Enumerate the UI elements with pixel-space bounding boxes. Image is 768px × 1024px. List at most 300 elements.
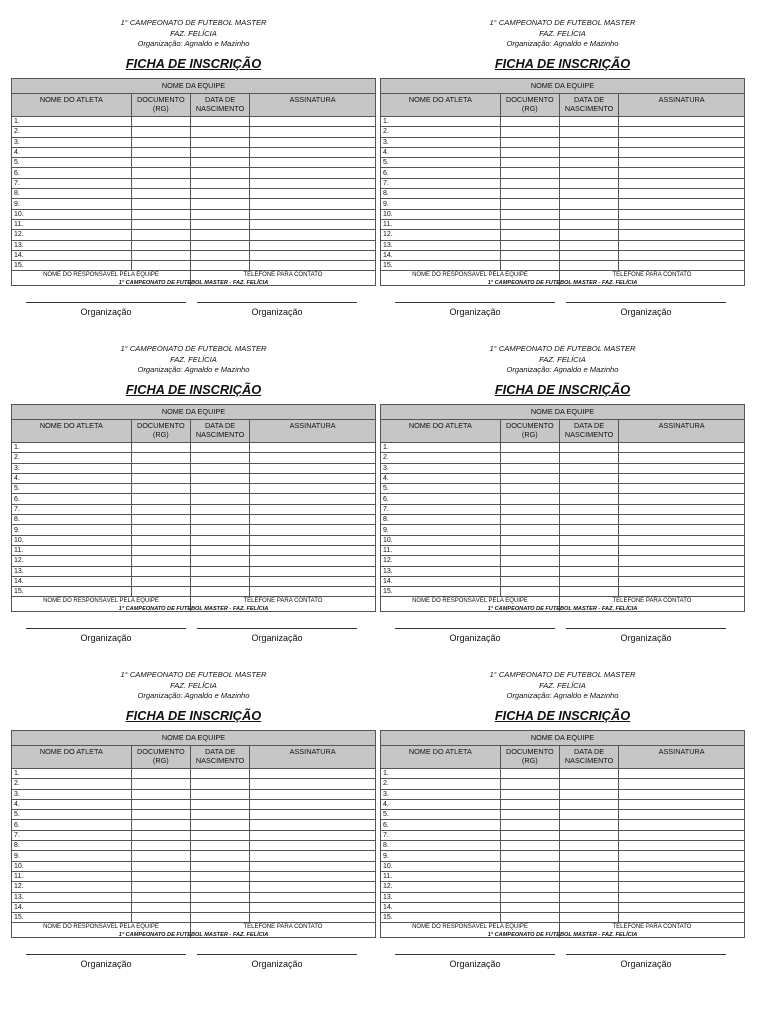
- document-cell[interactable]: [500, 841, 559, 851]
- signature-cell[interactable]: [250, 882, 376, 892]
- document-cell[interactable]: [500, 453, 559, 463]
- signature-cell[interactable]: [619, 494, 745, 504]
- athlete-name-cell[interactable]: 6.: [12, 168, 132, 178]
- birth-date-cell[interactable]: [559, 230, 618, 240]
- responsible-name-field[interactable]: NOME DO RESPONSÁVEL PELA EQUIPE: [12, 923, 191, 938]
- signature-cell[interactable]: [250, 117, 376, 127]
- signature-cell[interactable]: [619, 576, 745, 586]
- team-name-field[interactable]: NOME DA EQUIPE: [12, 405, 376, 420]
- document-cell[interactable]: [500, 199, 559, 209]
- athlete-name-cell[interactable]: 10.: [12, 209, 132, 219]
- athlete-name-cell[interactable]: 12.: [12, 230, 132, 240]
- organization-signature-line[interactable]: [566, 628, 726, 629]
- signature-cell[interactable]: [619, 892, 745, 902]
- birth-date-cell[interactable]: [190, 779, 249, 789]
- birth-date-cell[interactable]: [190, 117, 249, 127]
- birth-date-cell[interactable]: [559, 117, 618, 127]
- organization-signature-line[interactable]: [26, 628, 186, 629]
- birth-date-cell[interactable]: [190, 261, 249, 271]
- birth-date-cell[interactable]: [190, 545, 249, 555]
- document-cell[interactable]: [500, 566, 559, 576]
- signature-cell[interactable]: [250, 810, 376, 820]
- signature-cell[interactable]: [250, 504, 376, 514]
- signature-cell[interactable]: [619, 779, 745, 789]
- document-cell[interactable]: [131, 861, 190, 871]
- signature-cell[interactable]: [619, 158, 745, 168]
- organization-signature-line[interactable]: [566, 954, 726, 955]
- athlete-name-cell[interactable]: 9.: [381, 525, 501, 535]
- organization-signature-line[interactable]: [26, 302, 186, 303]
- document-cell[interactable]: [131, 178, 190, 188]
- signature-cell[interactable]: [250, 443, 376, 453]
- birth-date-cell[interactable]: [559, 443, 618, 453]
- athlete-name-cell[interactable]: 5.: [12, 484, 132, 494]
- document-cell[interactable]: [500, 127, 559, 137]
- signature-cell[interactable]: [619, 789, 745, 799]
- document-cell[interactable]: [500, 494, 559, 504]
- signature-cell[interactable]: [619, 769, 745, 779]
- document-cell[interactable]: [131, 463, 190, 473]
- athlete-name-cell[interactable]: 9.: [381, 851, 501, 861]
- athlete-name-cell[interactable]: 6.: [12, 820, 132, 830]
- birth-date-cell[interactable]: [190, 515, 249, 525]
- birth-date-cell[interactable]: [559, 882, 618, 892]
- document-cell[interactable]: [131, 535, 190, 545]
- birth-date-cell[interactable]: [190, 820, 249, 830]
- team-name-field[interactable]: NOME DA EQUIPE: [381, 405, 745, 420]
- athlete-name-cell[interactable]: 8.: [12, 841, 132, 851]
- document-cell[interactable]: [131, 443, 190, 453]
- document-cell[interactable]: [131, 556, 190, 566]
- athlete-name-cell[interactable]: 14.: [381, 250, 501, 260]
- document-cell[interactable]: [500, 587, 559, 597]
- signature-cell[interactable]: [619, 178, 745, 188]
- birth-date-cell[interactable]: [190, 902, 249, 912]
- document-cell[interactable]: [131, 158, 190, 168]
- document-cell[interactable]: [131, 453, 190, 463]
- birth-date-cell[interactable]: [190, 168, 249, 178]
- document-cell[interactable]: [131, 209, 190, 219]
- document-cell[interactable]: [500, 158, 559, 168]
- document-cell[interactable]: [500, 576, 559, 586]
- birth-date-cell[interactable]: [559, 158, 618, 168]
- document-cell[interactable]: [500, 250, 559, 260]
- athlete-name-cell[interactable]: 11.: [12, 871, 132, 881]
- signature-cell[interactable]: [250, 779, 376, 789]
- birth-date-cell[interactable]: [190, 799, 249, 809]
- signature-cell[interactable]: [619, 902, 745, 912]
- team-name-field[interactable]: NOME DA EQUIPE: [12, 731, 376, 746]
- organization-signature-line[interactable]: [197, 954, 357, 955]
- athlete-name-cell[interactable]: 13.: [12, 240, 132, 250]
- birth-date-cell[interactable]: [559, 820, 618, 830]
- birth-date-cell[interactable]: [559, 587, 618, 597]
- signature-cell[interactable]: [619, 230, 745, 240]
- birth-date-cell[interactable]: [190, 158, 249, 168]
- document-cell[interactable]: [500, 178, 559, 188]
- athlete-name-cell[interactable]: 12.: [381, 556, 501, 566]
- document-cell[interactable]: [131, 587, 190, 597]
- athlete-name-cell[interactable]: 11.: [12, 545, 132, 555]
- birth-date-cell[interactable]: [190, 892, 249, 902]
- signature-cell[interactable]: [250, 453, 376, 463]
- signature-cell[interactable]: [250, 158, 376, 168]
- signature-cell[interactable]: [619, 525, 745, 535]
- document-cell[interactable]: [500, 861, 559, 871]
- organization-signature-line[interactable]: [395, 954, 555, 955]
- signature-cell[interactable]: [619, 127, 745, 137]
- athlete-name-cell[interactable]: 14.: [12, 902, 132, 912]
- signature-cell[interactable]: [250, 830, 376, 840]
- signature-cell[interactable]: [250, 545, 376, 555]
- athlete-name-cell[interactable]: 8.: [12, 515, 132, 525]
- birth-date-cell[interactable]: [559, 861, 618, 871]
- signature-cell[interactable]: [619, 504, 745, 514]
- birth-date-cell[interactable]: [190, 189, 249, 199]
- signature-cell[interactable]: [250, 851, 376, 861]
- birth-date-cell[interactable]: [190, 484, 249, 494]
- document-cell[interactable]: [500, 913, 559, 923]
- document-cell[interactable]: [500, 769, 559, 779]
- document-cell[interactable]: [131, 240, 190, 250]
- athlete-name-cell[interactable]: 15.: [12, 261, 132, 271]
- athlete-name-cell[interactable]: 13.: [381, 566, 501, 576]
- birth-date-cell[interactable]: [190, 219, 249, 229]
- signature-cell[interactable]: [619, 556, 745, 566]
- birth-date-cell[interactable]: [190, 473, 249, 483]
- document-cell[interactable]: [500, 902, 559, 912]
- document-cell[interactable]: [500, 261, 559, 271]
- athlete-name-cell[interactable]: 13.: [381, 892, 501, 902]
- athlete-name-cell[interactable]: 3.: [381, 137, 501, 147]
- birth-date-cell[interactable]: [559, 168, 618, 178]
- birth-date-cell[interactable]: [190, 576, 249, 586]
- birth-date-cell[interactable]: [190, 250, 249, 260]
- responsible-name-field[interactable]: NOME DO RESPONSÁVEL PELA EQUIPE: [381, 597, 560, 612]
- signature-cell[interactable]: [250, 841, 376, 851]
- organization-signature-line[interactable]: [197, 302, 357, 303]
- document-cell[interactable]: [500, 240, 559, 250]
- athlete-name-cell[interactable]: 11.: [381, 871, 501, 881]
- document-cell[interactable]: [131, 789, 190, 799]
- athlete-name-cell[interactable]: 1.: [12, 117, 132, 127]
- document-cell[interactable]: [131, 525, 190, 535]
- document-cell[interactable]: [131, 230, 190, 240]
- signature-cell[interactable]: [619, 566, 745, 576]
- signature-cell[interactable]: [619, 545, 745, 555]
- document-cell[interactable]: [500, 820, 559, 830]
- signature-cell[interactable]: [250, 587, 376, 597]
- document-cell[interactable]: [131, 851, 190, 861]
- birth-date-cell[interactable]: [190, 137, 249, 147]
- document-cell[interactable]: [500, 556, 559, 566]
- athlete-name-cell[interactable]: 10.: [12, 535, 132, 545]
- signature-cell[interactable]: [250, 789, 376, 799]
- athlete-name-cell[interactable]: 10.: [381, 209, 501, 219]
- signature-cell[interactable]: [619, 443, 745, 453]
- responsible-name-field[interactable]: NOME DO RESPONSÁVEL PELA EQUIPE: [381, 271, 560, 286]
- signature-cell[interactable]: [619, 535, 745, 545]
- athlete-name-cell[interactable]: 7.: [381, 830, 501, 840]
- signature-cell[interactable]: [250, 913, 376, 923]
- signature-cell[interactable]: [619, 463, 745, 473]
- document-cell[interactable]: [131, 515, 190, 525]
- birth-date-cell[interactable]: [559, 261, 618, 271]
- birth-date-cell[interactable]: [559, 799, 618, 809]
- signature-cell[interactable]: [619, 587, 745, 597]
- document-cell[interactable]: [500, 463, 559, 473]
- athlete-name-cell[interactable]: 2.: [12, 779, 132, 789]
- signature-cell[interactable]: [619, 473, 745, 483]
- birth-date-cell[interactable]: [559, 494, 618, 504]
- document-cell[interactable]: [131, 902, 190, 912]
- birth-date-cell[interactable]: [559, 841, 618, 851]
- birth-date-cell[interactable]: [190, 789, 249, 799]
- athlete-name-cell[interactable]: 9.: [12, 525, 132, 535]
- birth-date-cell[interactable]: [190, 913, 249, 923]
- athlete-name-cell[interactable]: 10.: [381, 535, 501, 545]
- contact-phone-field[interactable]: TELEFONE PARA CONTATO: [190, 923, 375, 938]
- signature-cell[interactable]: [250, 515, 376, 525]
- document-cell[interactable]: [131, 769, 190, 779]
- birth-date-cell[interactable]: [559, 851, 618, 861]
- signature-cell[interactable]: [250, 871, 376, 881]
- birth-date-cell[interactable]: [190, 240, 249, 250]
- document-cell[interactable]: [500, 545, 559, 555]
- athlete-name-cell[interactable]: 3.: [381, 789, 501, 799]
- signature-cell[interactable]: [619, 913, 745, 923]
- birth-date-cell[interactable]: [559, 463, 618, 473]
- organization-signature-line[interactable]: [395, 302, 555, 303]
- document-cell[interactable]: [500, 504, 559, 514]
- responsible-name-field[interactable]: NOME DO RESPONSÁVEL PELA EQUIPE: [12, 271, 191, 286]
- signature-cell[interactable]: [250, 769, 376, 779]
- athlete-name-cell[interactable]: 1.: [381, 443, 501, 453]
- document-cell[interactable]: [500, 137, 559, 147]
- athlete-name-cell[interactable]: 6.: [381, 168, 501, 178]
- document-cell[interactable]: [500, 779, 559, 789]
- signature-cell[interactable]: [619, 168, 745, 178]
- document-cell[interactable]: [500, 230, 559, 240]
- signature-cell[interactable]: [619, 484, 745, 494]
- signature-cell[interactable]: [250, 189, 376, 199]
- document-cell[interactable]: [500, 830, 559, 840]
- signature-cell[interactable]: [250, 199, 376, 209]
- responsible-name-field[interactable]: NOME DO RESPONSÁVEL PELA EQUIPE: [381, 923, 560, 938]
- team-name-field[interactable]: NOME DA EQUIPE: [381, 731, 745, 746]
- birth-date-cell[interactable]: [559, 545, 618, 555]
- contact-phone-field[interactable]: TELEFONE PARA CONTATO: [190, 597, 375, 612]
- birth-date-cell[interactable]: [190, 494, 249, 504]
- birth-date-cell[interactable]: [190, 230, 249, 240]
- athlete-name-cell[interactable]: 12.: [12, 556, 132, 566]
- athlete-name-cell[interactable]: 2.: [12, 453, 132, 463]
- document-cell[interactable]: [131, 841, 190, 851]
- athlete-name-cell[interactable]: 7.: [12, 830, 132, 840]
- athlete-name-cell[interactable]: 14.: [12, 250, 132, 260]
- athlete-name-cell[interactable]: 13.: [12, 566, 132, 576]
- athlete-name-cell[interactable]: 14.: [381, 902, 501, 912]
- document-cell[interactable]: [131, 127, 190, 137]
- athlete-name-cell[interactable]: 10.: [12, 861, 132, 871]
- signature-cell[interactable]: [619, 820, 745, 830]
- birth-date-cell[interactable]: [190, 851, 249, 861]
- athlete-name-cell[interactable]: 3.: [12, 137, 132, 147]
- birth-date-cell[interactable]: [190, 830, 249, 840]
- signature-cell[interactable]: [250, 892, 376, 902]
- athlete-name-cell[interactable]: 5.: [381, 158, 501, 168]
- birth-date-cell[interactable]: [190, 463, 249, 473]
- birth-date-cell[interactable]: [190, 199, 249, 209]
- document-cell[interactable]: [500, 209, 559, 219]
- birth-date-cell[interactable]: [190, 147, 249, 157]
- contact-phone-field[interactable]: TELEFONE PARA CONTATO: [559, 923, 744, 938]
- signature-cell[interactable]: [619, 861, 745, 871]
- document-cell[interactable]: [131, 219, 190, 229]
- signature-cell[interactable]: [619, 830, 745, 840]
- document-cell[interactable]: [131, 189, 190, 199]
- signature-cell[interactable]: [619, 219, 745, 229]
- document-cell[interactable]: [131, 882, 190, 892]
- athlete-name-cell[interactable]: 9.: [381, 199, 501, 209]
- birth-date-cell[interactable]: [190, 443, 249, 453]
- signature-cell[interactable]: [250, 535, 376, 545]
- athlete-name-cell[interactable]: 5.: [381, 810, 501, 820]
- signature-cell[interactable]: [619, 199, 745, 209]
- signature-cell[interactable]: [250, 494, 376, 504]
- athlete-name-cell[interactable]: 12.: [381, 882, 501, 892]
- document-cell[interactable]: [500, 219, 559, 229]
- signature-cell[interactable]: [619, 240, 745, 250]
- document-cell[interactable]: [131, 250, 190, 260]
- athlete-name-cell[interactable]: 6.: [381, 494, 501, 504]
- birth-date-cell[interactable]: [190, 566, 249, 576]
- signature-cell[interactable]: [619, 453, 745, 463]
- document-cell[interactable]: [500, 473, 559, 483]
- signature-cell[interactable]: [250, 147, 376, 157]
- birth-date-cell[interactable]: [190, 882, 249, 892]
- athlete-name-cell[interactable]: 3.: [12, 463, 132, 473]
- document-cell[interactable]: [131, 892, 190, 902]
- signature-cell[interactable]: [250, 576, 376, 586]
- athlete-name-cell[interactable]: 10.: [381, 861, 501, 871]
- birth-date-cell[interactable]: [190, 810, 249, 820]
- document-cell[interactable]: [500, 535, 559, 545]
- athlete-name-cell[interactable]: 8.: [381, 515, 501, 525]
- document-cell[interactable]: [500, 168, 559, 178]
- birth-date-cell[interactable]: [559, 902, 618, 912]
- signature-cell[interactable]: [619, 261, 745, 271]
- athlete-name-cell[interactable]: 13.: [12, 892, 132, 902]
- signature-cell[interactable]: [250, 261, 376, 271]
- birth-date-cell[interactable]: [190, 209, 249, 219]
- document-cell[interactable]: [500, 443, 559, 453]
- athlete-name-cell[interactable]: 5.: [381, 484, 501, 494]
- document-cell[interactable]: [500, 525, 559, 535]
- athlete-name-cell[interactable]: 11.: [381, 219, 501, 229]
- signature-cell[interactable]: [250, 556, 376, 566]
- birth-date-cell[interactable]: [559, 779, 618, 789]
- birth-date-cell[interactable]: [190, 587, 249, 597]
- birth-date-cell[interactable]: [190, 178, 249, 188]
- document-cell[interactable]: [131, 168, 190, 178]
- birth-date-cell[interactable]: [559, 219, 618, 229]
- signature-cell[interactable]: [250, 861, 376, 871]
- document-cell[interactable]: [500, 515, 559, 525]
- document-cell[interactable]: [131, 199, 190, 209]
- signature-cell[interactable]: [619, 851, 745, 861]
- organization-signature-line[interactable]: [197, 628, 357, 629]
- athlete-name-cell[interactable]: 2.: [381, 127, 501, 137]
- document-cell[interactable]: [131, 913, 190, 923]
- birth-date-cell[interactable]: [190, 871, 249, 881]
- birth-date-cell[interactable]: [559, 504, 618, 514]
- signature-cell[interactable]: [250, 230, 376, 240]
- birth-date-cell[interactable]: [559, 576, 618, 586]
- birth-date-cell[interactable]: [559, 240, 618, 250]
- signature-cell[interactable]: [619, 515, 745, 525]
- document-cell[interactable]: [131, 261, 190, 271]
- birth-date-cell[interactable]: [559, 453, 618, 463]
- athlete-name-cell[interactable]: 7.: [12, 504, 132, 514]
- document-cell[interactable]: [500, 484, 559, 494]
- birth-date-cell[interactable]: [559, 189, 618, 199]
- signature-cell[interactable]: [250, 484, 376, 494]
- document-cell[interactable]: [131, 545, 190, 555]
- birth-date-cell[interactable]: [559, 535, 618, 545]
- signature-cell[interactable]: [250, 209, 376, 219]
- birth-date-cell[interactable]: [559, 147, 618, 157]
- document-cell[interactable]: [500, 892, 559, 902]
- signature-cell[interactable]: [619, 871, 745, 881]
- athlete-name-cell[interactable]: 1.: [12, 443, 132, 453]
- athlete-name-cell[interactable]: 3.: [12, 789, 132, 799]
- signature-cell[interactable]: [619, 147, 745, 157]
- signature-cell[interactable]: [619, 137, 745, 147]
- athlete-name-cell[interactable]: 6.: [381, 820, 501, 830]
- signature-cell[interactable]: [250, 219, 376, 229]
- document-cell[interactable]: [131, 871, 190, 881]
- birth-date-cell[interactable]: [559, 525, 618, 535]
- athlete-name-cell[interactable]: 11.: [381, 545, 501, 555]
- document-cell[interactable]: [500, 851, 559, 861]
- document-cell[interactable]: [500, 882, 559, 892]
- birth-date-cell[interactable]: [559, 137, 618, 147]
- birth-date-cell[interactable]: [559, 556, 618, 566]
- athlete-name-cell[interactable]: 9.: [12, 199, 132, 209]
- birth-date-cell[interactable]: [559, 830, 618, 840]
- document-cell[interactable]: [131, 137, 190, 147]
- document-cell[interactable]: [500, 871, 559, 881]
- athlete-name-cell[interactable]: 4.: [381, 147, 501, 157]
- birth-date-cell[interactable]: [190, 841, 249, 851]
- birth-date-cell[interactable]: [190, 453, 249, 463]
- athlete-name-cell[interactable]: 5.: [12, 810, 132, 820]
- contact-phone-field[interactable]: TELEFONE PARA CONTATO: [559, 271, 744, 286]
- athlete-name-cell[interactable]: 2.: [381, 779, 501, 789]
- document-cell[interactable]: [500, 117, 559, 127]
- signature-cell[interactable]: [250, 473, 376, 483]
- organization-signature-line[interactable]: [26, 954, 186, 955]
- document-cell[interactable]: [500, 799, 559, 809]
- signature-cell[interactable]: [619, 810, 745, 820]
- athlete-name-cell[interactable]: 15.: [381, 261, 501, 271]
- birth-date-cell[interactable]: [559, 199, 618, 209]
- athlete-name-cell[interactable]: 14.: [381, 576, 501, 586]
- athlete-name-cell[interactable]: 4.: [381, 473, 501, 483]
- athlete-name-cell[interactable]: 11.: [12, 219, 132, 229]
- athlete-name-cell[interactable]: 8.: [381, 841, 501, 851]
